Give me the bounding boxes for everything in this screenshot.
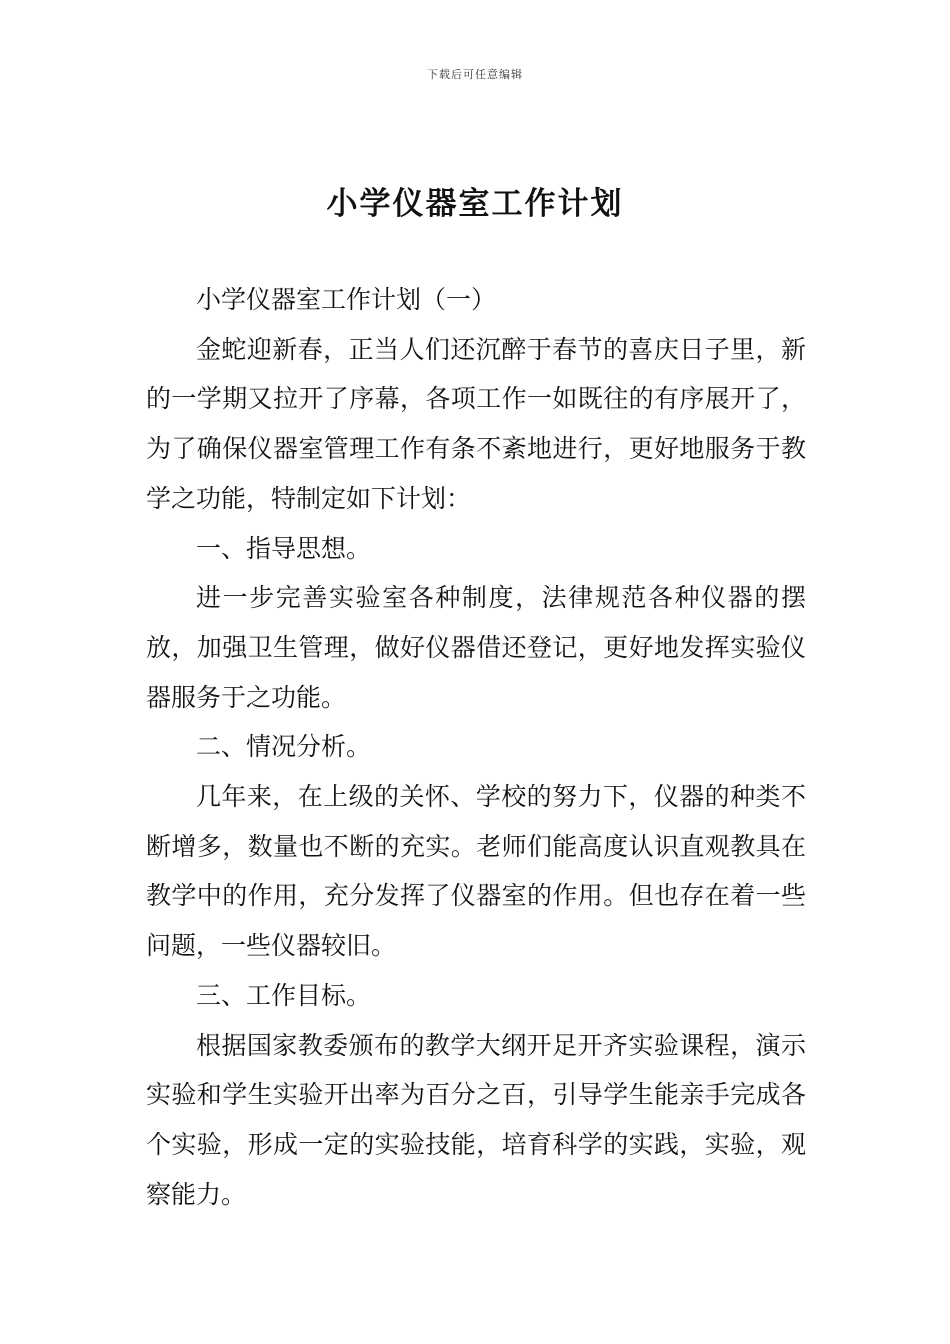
document-title: 小学仪器室工作计划: [326, 186, 624, 222]
header-note: 下载后可任意编辑: [427, 68, 523, 81]
work-goals-paragraph: 根据国家教委颁布的教学大纲开足开齐实验课程，演示实验和学生实验开出率为百分之百，引导学生能亲手完成各个实验，形成一定的实验技能，培育科学的实践，实验，观察能力。: [146, 1030, 806, 1209]
heading-situation-analysis: 二、情况分析。: [196, 732, 372, 762]
heading-guiding-ideology: 一、指导思想。: [196, 533, 372, 563]
situation-analysis-paragraph: 几年来，在上级的关怀、学校的努力下，仪器的种类不断增多，数量也不断的充实。老师们能高度认识直观教具在教学中的作用，充分发挥了仪器室的作用。但也存在着一些问题，一些仪器较旧。: [146, 782, 806, 961]
guiding-ideology-paragraph: 进一步完善实验室各种制度，法律规范各种仪器的摆放，加强卫生管理，做好仪器借还登记，更好地发挥实验仪器服务于之功能。: [146, 583, 806, 712]
intro-paragraph: 金蛇迎新春，正当人们还沉醉于春节的喜庆日子里，新的一学期又拉开了序幕，各项工作一如既往的有序展开了，为了确保仪器室管理工作有条不紊地进行，更好地服务于教学之功能，特制定如下计划：: [146, 334, 806, 513]
section-subtitle: 小学仪器室工作计划（一）: [196, 285, 497, 314]
document-body: [146, 275, 806, 1219]
heading-work-goals: 三、工作目标。: [196, 980, 372, 1010]
